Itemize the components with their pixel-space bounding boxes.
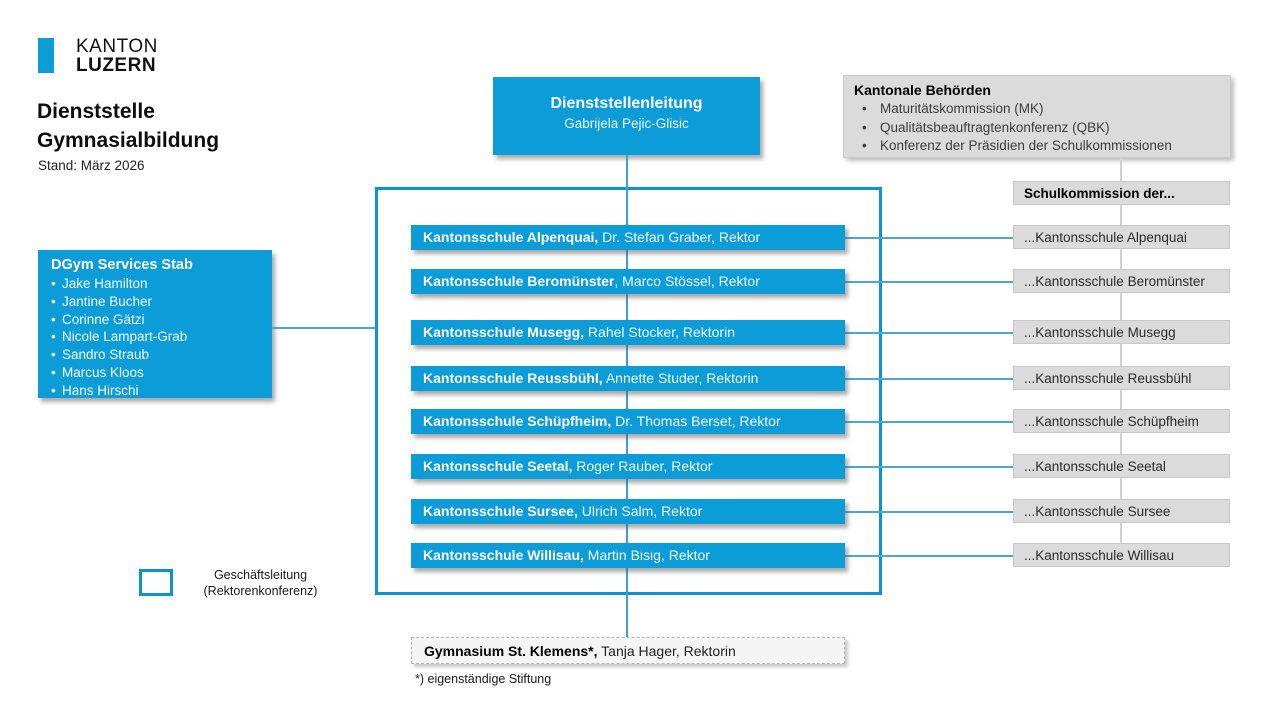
school-rector: Roger Rauber, Rektor [572, 458, 713, 474]
connector-beromuenster [845, 281, 1013, 283]
schulkommission-header: Schulkommission der... [1013, 181, 1230, 205]
connector-willisau [845, 555, 1013, 557]
connector-sursee [845, 511, 1013, 513]
school-box-schuepfheim [411, 409, 845, 434]
connector-seetal [845, 466, 1013, 468]
school-rector: Annette Studer, Rektorin [602, 370, 759, 386]
school-box-willisau [411, 543, 845, 568]
school-box-reussbuehl [411, 366, 845, 391]
behoerde-item: • Qualitätsbeauftragtenkonferenz (QBK) [854, 119, 1220, 138]
connector-reussbuehl [845, 378, 1013, 380]
school-name: Gymnasium St. Klemens*, [424, 643, 598, 659]
kommission-box-schuepfheim: ...Kantonsschule Schüpfheim [1013, 409, 1230, 433]
kommission-box-sursee: ...Kantonsschule Sursee [1013, 499, 1230, 523]
page-title-line1: Dienststelle [37, 100, 155, 123]
dienststellenleitung-name: Gabrijela Pejic-Glisic [564, 116, 689, 131]
school-rector: Dr. Thomas Berset, Rektor [611, 413, 781, 429]
kanton-luzern-logo-mark [38, 38, 54, 73]
school-name: Kantonsschule Beromünster [423, 273, 615, 289]
school-box-sursee [411, 499, 845, 524]
stab-connector [272, 327, 375, 329]
stab-member: • Sandro Straub [51, 346, 262, 364]
legend-line2: (Rektorenkonferenz) [203, 583, 318, 598]
school-box-alpenquai [411, 225, 845, 250]
school-name: Kantonsschule Schüpfheim, [423, 413, 612, 429]
dgym-services-stab-box [38, 250, 272, 398]
page-title [37, 97, 219, 155]
kommission-box-musegg: ...Kantonsschule Musegg [1013, 320, 1230, 344]
kommission-vertical-connector [1120, 158, 1122, 556]
school-rector: Rahel Stocker, Rektorin [584, 324, 735, 340]
kommission-box-willisau: ...Kantonsschule Willisau [1013, 543, 1230, 567]
connector-musegg [845, 332, 1013, 334]
school-rector: Martin Bisig, Rektor [583, 547, 710, 563]
school-rector: Tanja Hager, Rektorin [597, 643, 736, 659]
kanton-luzern-logo [76, 37, 158, 75]
stab-member: • Jake Hamilton [51, 275, 262, 293]
stab-member: • Hans Hirschi [51, 382, 262, 400]
behoerde-item: • Maturitätskommission (MK) [854, 100, 1220, 119]
stab-member: • Jantine Bucher [51, 293, 262, 311]
dienststellenleitung-box [493, 77, 760, 155]
kantonale-behoerden-list [854, 100, 1220, 156]
school-box-beromuenster [411, 269, 845, 294]
stab-member: • Marcus Kloos [51, 364, 262, 382]
school-name: Kantonsschule Musegg, [423, 324, 585, 340]
school-name: Kantonsschule Alpenquai, [423, 229, 599, 245]
stab-member: • Nicole Lampart-Grab [51, 328, 262, 346]
connector-schuepfheim [845, 421, 1013, 423]
logo-kanton-text: KANTON [76, 36, 158, 57]
behoerde-item: • Konferenz der Präsidien der Schulkommissionen [854, 137, 1220, 156]
date-note: Stand: März 2026 [38, 158, 145, 173]
school-name: Kantonsschule Reussbühl, [423, 370, 603, 386]
school-name: Kantonsschule Seetal, [423, 458, 573, 474]
connector-alpenquai [845, 237, 1013, 239]
school-box-seetal [411, 454, 845, 479]
school-rector: Ulrich Salm, Rektor [577, 503, 703, 519]
logo-luzern-text: LUZERN [76, 55, 157, 76]
legend-swatch [139, 569, 173, 596]
kommission-box-reussbuehl: ...Kantonsschule Reussbühl [1013, 366, 1230, 390]
school-name: Kantonsschule Sursee, [423, 503, 578, 519]
legend-line1: Geschäftsleitung [213, 568, 308, 582]
school-rector: Dr. Stefan Graber, Rektor [598, 229, 761, 245]
stab-title: DGym Services Stab [51, 257, 193, 273]
kommission-box-beromuenster: ...Kantonsschule Beromünster [1013, 269, 1230, 293]
school-box-musegg [411, 320, 845, 345]
kommission-box-seetal: ...Kantonsschule Seetal [1013, 454, 1230, 478]
kantonale-behoerden-title: Kantonale Behörden [854, 82, 991, 98]
page-title-line2: Gymnasialbildung [37, 129, 220, 152]
school-rector: , Marco Stössel, Rektor [614, 273, 760, 289]
gymnasium-st-klemens-box [411, 637, 845, 664]
kantonale-behoerden-box [843, 75, 1231, 158]
kommission-box-alpenquai: ...Kantonsschule Alpenquai [1013, 225, 1230, 249]
legend-label [178, 568, 343, 599]
school-name: Kantonsschule Willisau, [423, 547, 584, 563]
stab-member-list [51, 275, 262, 400]
footnote: *) eigenständige Stiftung [415, 672, 552, 686]
stab-member: • Corinne Gätzi [51, 311, 262, 329]
dienststellenleitung-title: Dienststellenleitung [550, 95, 703, 112]
